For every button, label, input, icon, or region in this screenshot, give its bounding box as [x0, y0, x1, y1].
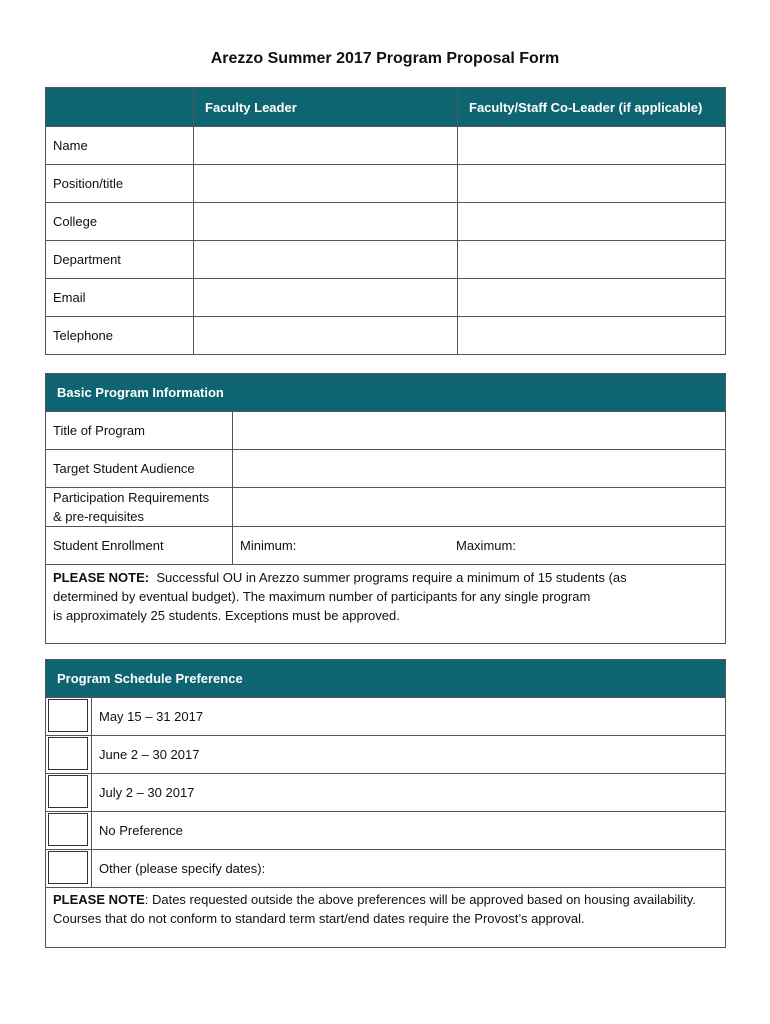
title-of-program-label: Title of Program	[46, 412, 233, 450]
table-row	[46, 203, 726, 241]
checkbox-other[interactable]	[48, 851, 88, 884]
co-leader-name-field[interactable]	[458, 127, 726, 165]
option-label-june: June 2 – 30 2017	[92, 736, 726, 774]
title-of-program-field[interactable]	[233, 412, 726, 450]
checkbox-july[interactable]	[48, 775, 88, 808]
requirements-field[interactable]	[233, 488, 726, 527]
faculty-college-field[interactable]	[194, 203, 458, 241]
minimum-field[interactable]	[233, 527, 450, 565]
row-label-position: Position/title	[46, 165, 194, 203]
option-cell	[46, 736, 92, 774]
schedule-header: Program Schedule Preference	[46, 660, 726, 698]
basic-info-header-row	[46, 374, 726, 412]
leader-table	[45, 87, 726, 355]
target-audience-label: Target Student Audience	[46, 450, 233, 488]
enrollment-label: Student Enrollment	[46, 527, 233, 565]
option-cell	[46, 812, 92, 850]
requirements-label-line2: & pre-requisites	[53, 509, 145, 524]
form-title: Arezzo Summer 2017 Program Proposal Form	[210, 50, 560, 67]
faculty-email-field[interactable]	[194, 279, 458, 317]
table-row	[46, 412, 726, 450]
checkbox-may[interactable]	[48, 699, 88, 732]
enrollment-note	[46, 565, 726, 644]
checkbox-june[interactable]	[48, 737, 88, 770]
table-row	[46, 279, 726, 317]
row-label-email: Email	[46, 279, 194, 317]
enrollment-note-row	[46, 565, 726, 644]
schedule-table	[45, 659, 726, 948]
table-row	[46, 527, 726, 565]
option-label-other: Other (please specify dates):	[92, 850, 726, 888]
checkbox-no-preference[interactable]	[48, 813, 88, 846]
leader-table-header	[46, 88, 726, 127]
option-label-no-preference: No Preference	[92, 812, 726, 850]
co-leader-telephone-field[interactable]	[458, 317, 726, 355]
co-leader-department-field[interactable]	[458, 241, 726, 279]
row-label-name: Name	[46, 127, 194, 165]
option-cell	[46, 774, 92, 812]
basic-info-table	[45, 373, 726, 644]
list-item	[46, 850, 726, 888]
note-text-line1: Successful OU in Arezzo summer programs require a minimum of 15 students (as	[156, 570, 627, 585]
table-row	[46, 127, 726, 165]
table-row	[46, 450, 726, 488]
faculty-leader-header: Faculty Leader	[194, 88, 458, 127]
table-row	[46, 241, 726, 279]
list-item	[46, 698, 726, 736]
list-item	[46, 736, 726, 774]
basic-info-header: Basic Program Information	[46, 374, 726, 412]
header-blank	[46, 88, 194, 127]
faculty-position-field[interactable]	[194, 165, 458, 203]
note-text-line2: determined by eventual budget). The maximum number of participants for any single program	[53, 589, 591, 604]
schedule-note-line1: : Dates requested outside the above preferences will be approved based on housing availability.	[144, 892, 696, 907]
co-leader-position-field[interactable]	[458, 165, 726, 203]
row-label-department: Department	[46, 241, 194, 279]
option-label-may: May 15 – 31 2017	[92, 698, 726, 736]
table-row	[46, 165, 726, 203]
co-leader-header: Faculty/Staff Co-Leader (if applicable)	[458, 88, 726, 127]
schedule-note-line2: Courses that do not conform to standard term start/end dates require the Provost’s approval.	[53, 911, 585, 926]
row-label-telephone: Telephone	[46, 317, 194, 355]
schedule-note	[46, 888, 726, 948]
schedule-header-row	[46, 660, 726, 698]
faculty-name-field[interactable]	[194, 127, 458, 165]
note-label: PLEASE NOTE:	[53, 570, 150, 585]
target-audience-field[interactable]	[233, 450, 726, 488]
faculty-telephone-field[interactable]	[194, 317, 458, 355]
option-label-july: July 2 – 30 2017	[92, 774, 726, 812]
maximum-field[interactable]	[449, 527, 726, 565]
list-item	[46, 812, 726, 850]
table-row	[46, 488, 726, 527]
list-item	[46, 774, 726, 812]
requirements-label-line1: Participation Requirements	[53, 490, 210, 505]
co-leader-college-field[interactable]	[458, 203, 726, 241]
maximum-label: Maximum:	[456, 538, 516, 553]
minimum-label: Minimum:	[240, 538, 297, 553]
note-label: PLEASE NOTE	[53, 892, 145, 907]
note-text-line3: is approximately 25 students. Exceptions must be approved.	[53, 608, 400, 623]
schedule-note-row	[46, 888, 726, 948]
co-leader-email-field[interactable]	[458, 279, 726, 317]
table-row	[46, 317, 726, 355]
option-cell	[46, 850, 92, 888]
option-cell	[46, 698, 92, 736]
row-label-college: College	[46, 203, 194, 241]
faculty-department-field[interactable]	[194, 241, 458, 279]
requirements-label	[46, 488, 233, 527]
